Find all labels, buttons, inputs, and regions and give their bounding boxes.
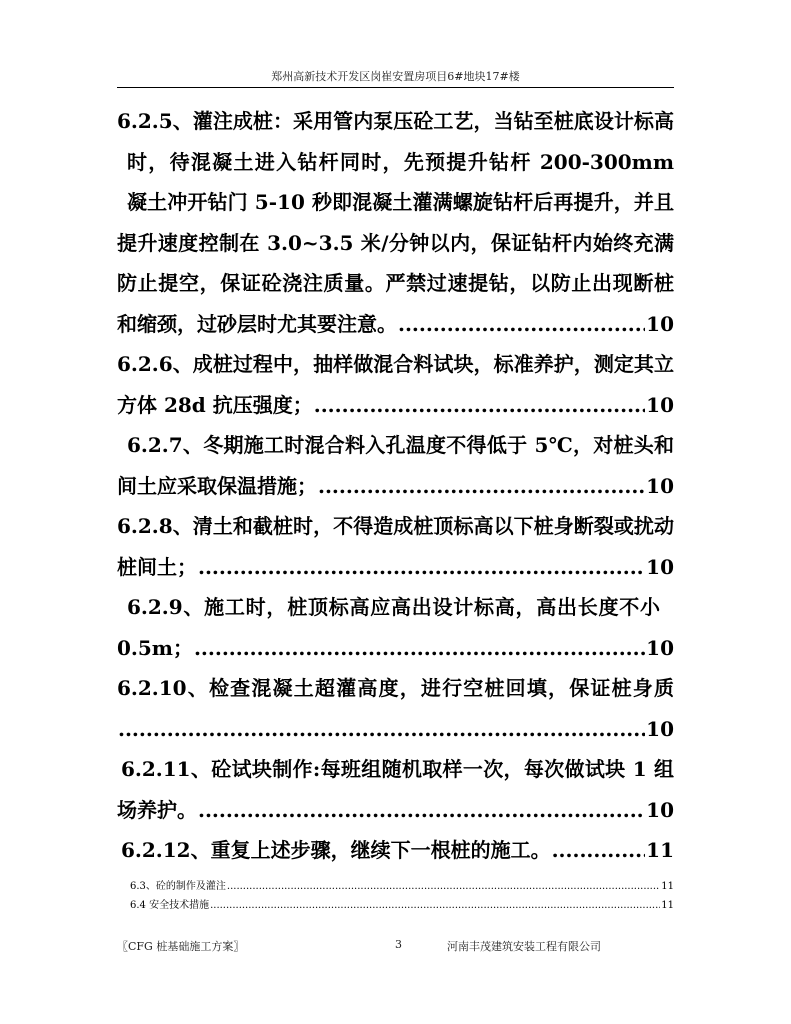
toc-entry-text: 场养护。 (117, 797, 197, 822)
running-header: 郑州高新技术开发区岗崔安置房项目6#地块17#楼 (271, 70, 520, 83)
toc-entry-text: 和缩颈，过砂层时尤其要注意。 (117, 311, 397, 336)
toc-page-number: 10 (646, 311, 674, 336)
dot-leader (198, 790, 645, 831)
dot-leader (398, 304, 645, 345)
toc-page-number: 11 (661, 880, 674, 892)
dot-leader (118, 709, 645, 750)
dot-leader (552, 830, 646, 871)
toc-entry-6-2-9-last-line[interactable] (117, 628, 674, 669)
toc-entry-6-2-11-last-line[interactable] (117, 790, 674, 831)
toc-page-number: 10 (646, 635, 674, 660)
toc-entry-text: 间土应采取保温措施； (117, 473, 317, 498)
toc-entry-text: 0.5m； (117, 635, 193, 660)
toc-page-number: 11 (646, 838, 674, 862)
dot-leader (194, 628, 645, 669)
dot-leader (318, 466, 645, 507)
toc-entry-6-2-8-last-line[interactable] (117, 547, 674, 588)
toc-entry-6-2-6-line-1: 6.2.6、成桩过程中，抽样做混合料试块，标准养护，测定其立 (117, 352, 674, 376)
toc-page-number: 10 (646, 392, 674, 417)
toc-entry-text: 6.3、砼的制作及灌注 (130, 880, 226, 892)
toc-entry-6-2-5-line-1: 6.2.5、灌注成桩：采用管内泵压砼工艺，当钻至桩底设计标高 (117, 109, 674, 133)
toc-page-number: 10 (646, 554, 674, 579)
toc-entry-6-2-5-line-4: 提升速度控制在 3.0~3.5 米/分钟以内，保证钻杆内始终充满 (117, 230, 674, 255)
toc-entry-text: 桩间土； (117, 554, 197, 579)
toc-entry-6-2-6-last-line[interactable] (117, 385, 674, 426)
footer-page-number: 3 (395, 938, 402, 951)
toc-entry-text: 方体 28d 抗压强度； (117, 392, 313, 417)
toc-entry-6-2-12[interactable] (117, 830, 674, 871)
toc-page-number: 11 (661, 899, 674, 911)
dot-leader (227, 877, 660, 896)
toc-entry-text: 6.2.12、重复上述步骤，继续下一根桩的施工。 (121, 838, 551, 862)
toc-entry-6-4[interactable] (117, 896, 674, 915)
toc-page-number: 10 (646, 473, 674, 498)
dot-leader (198, 547, 645, 588)
toc-entry-6-2-5-last-line[interactable] (117, 304, 674, 345)
footer-company-name: 河南丰茂建筑安装工程有限公司 (447, 940, 601, 953)
toc-page-number: 10 (646, 797, 674, 822)
toc-entry-6-2-10-line-1: 6.2.10、检查混凝土超灌高度，进行空桩回填，保证桩身质 (117, 676, 674, 700)
toc-entry-6-2-7-line-1: 6.2.7、冬期施工时混合料入孔温度不得低于 5℃，对桩头和 (127, 433, 674, 457)
toc-entry-6-2-11-line-1: 6.2.11、砼试块制作:每班组随机取样一次，每次做试块 1 组 (121, 757, 674, 781)
dot-leader (314, 385, 645, 426)
toc-entry-6-2-5-line-3: 凝土冲开钻门 5-10 秒即混凝土灌满螺旋钻杆后再提升，并且 (127, 190, 674, 214)
table-of-contents (117, 101, 674, 915)
toc-entry-6-2-5-line-5: 防止提空，保证砼浇注质量。严禁过速提钻，以防止出现断桩 (117, 271, 674, 295)
toc-entry-6-2-7-last-line[interactable] (117, 466, 674, 507)
toc-entry-6-2-9-line-1: 6.2.9、施工时，桩顶标高应高出设计标高，高出长度不小 (127, 595, 660, 619)
toc-entry-6-2-5-line-2: 时，待混凝土进入钻杆同时，先预提升钻杆 200-300mm (127, 149, 674, 174)
toc-entry-6-2-8-line-1: 6.2.8、清土和截桩时，不得造成桩顶标高以下桩身断裂或扰动 (117, 514, 674, 538)
toc-entry-6-2-10-last-line[interactable] (117, 709, 674, 750)
dot-leader (210, 896, 660, 915)
toc-page-number: 10 (646, 716, 674, 741)
header-divider (117, 87, 674, 88)
footer-document-title: 〖CFG 桩基础施工方案〗 (117, 940, 245, 953)
toc-entry-6-3[interactable] (117, 877, 674, 896)
toc-entry-text: 6.4 安全技术措施 (130, 899, 210, 911)
